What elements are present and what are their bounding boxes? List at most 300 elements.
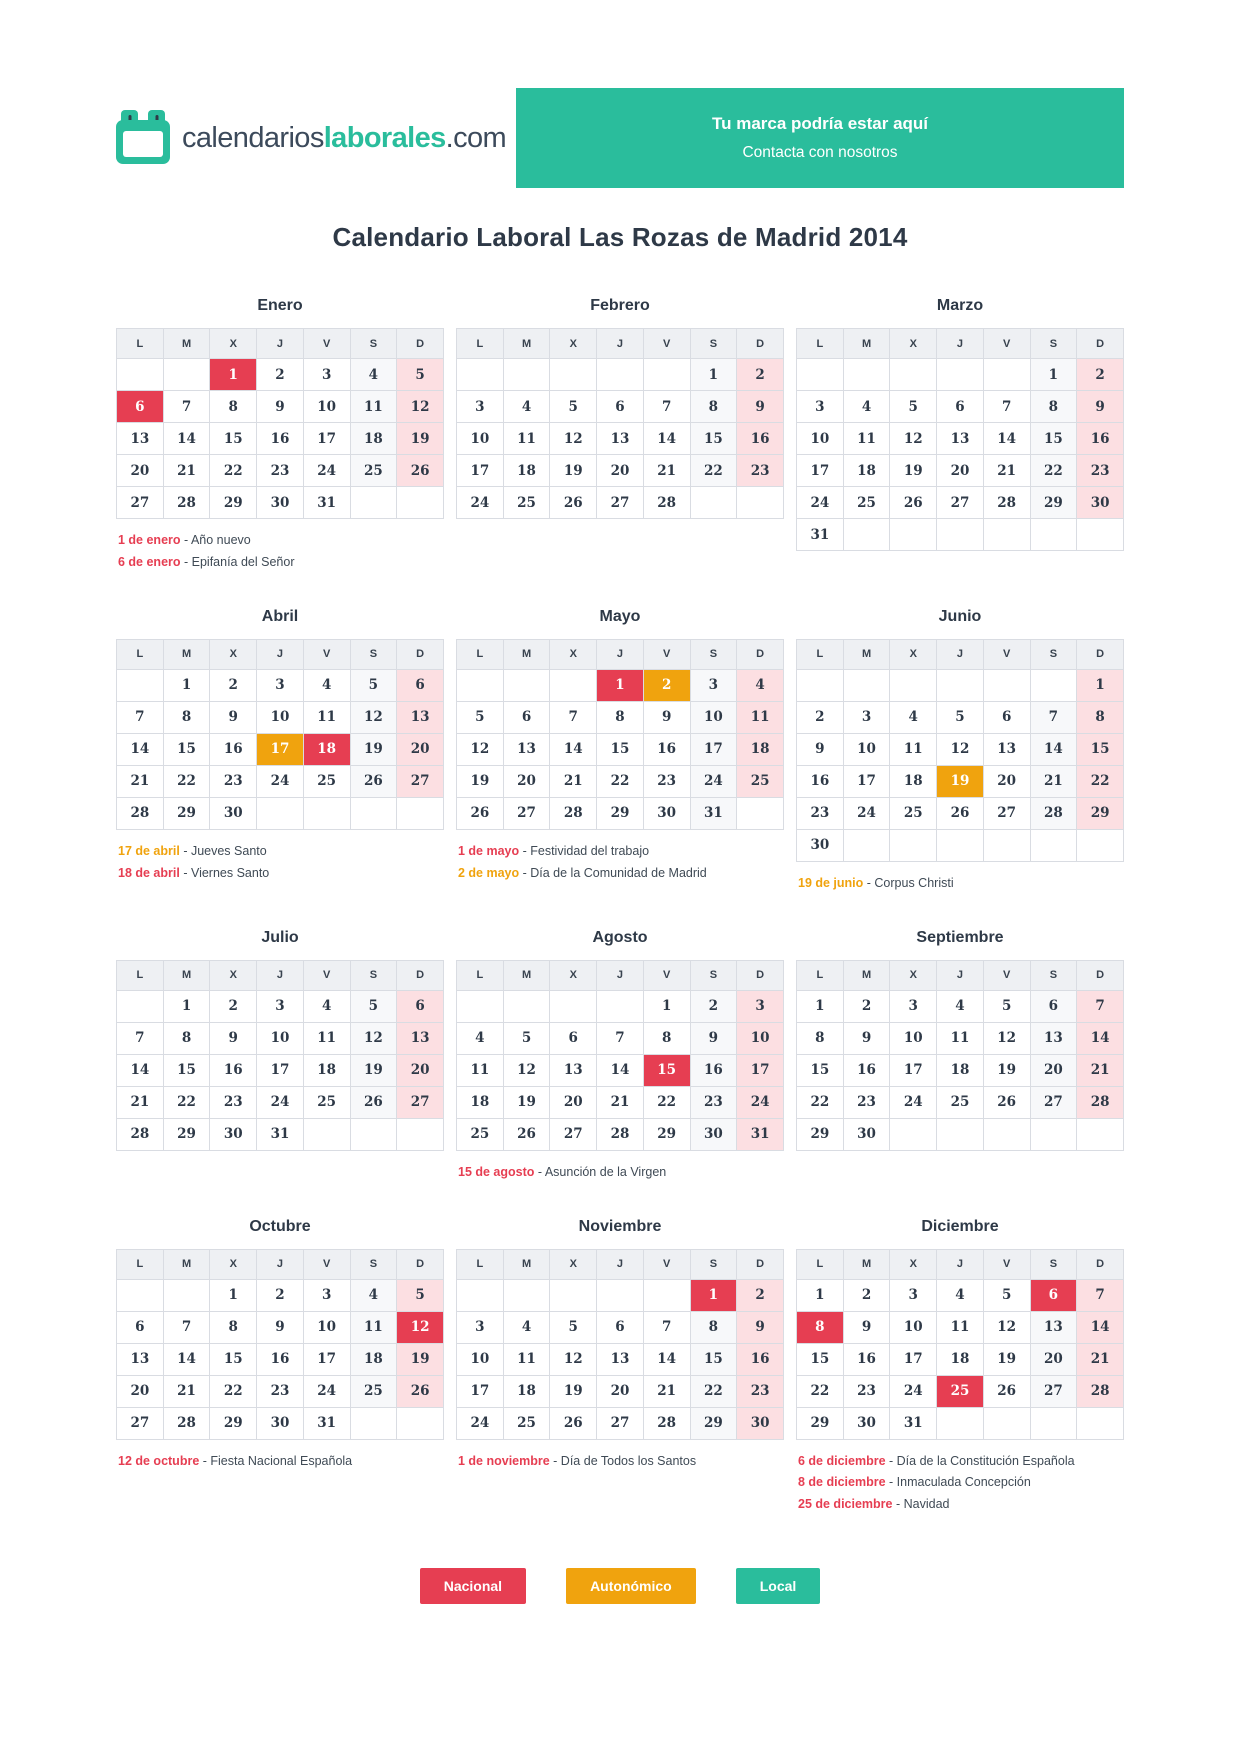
day-header: L (457, 1249, 504, 1279)
day-cell: 15 (163, 733, 210, 765)
day-cell: 7 (117, 701, 164, 733)
empty-cell (890, 669, 937, 701)
banner-contact-link[interactable]: Contacta con nosotros (742, 144, 898, 161)
day-cell: 16 (210, 1054, 257, 1086)
empty-cell (503, 359, 550, 391)
week-row (457, 1279, 784, 1311)
day-header: X (210, 1249, 257, 1279)
holiday-note-date: 15 de agosto (458, 1164, 535, 1179)
day-cell: 28 (163, 487, 210, 519)
empty-cell (350, 1118, 397, 1150)
empty-cell (797, 359, 844, 391)
day-cell: 11 (937, 1022, 984, 1054)
day-cell: 17 (890, 1343, 937, 1375)
week-row (797, 1054, 1124, 1086)
holiday-note-date: 1 de noviembre (458, 1453, 550, 1468)
day-cell: 28 (983, 487, 1030, 519)
day-cell: 18 (937, 1343, 984, 1375)
day-cell: 24 (457, 1407, 504, 1439)
day-header: J (937, 960, 984, 990)
week-row (457, 1375, 784, 1407)
month-title: Octubre (249, 1217, 311, 1235)
empty-cell (117, 1279, 164, 1311)
day-cell: 5 (890, 391, 937, 423)
day-cell: 10 (890, 1311, 937, 1343)
day-cell: 16 (210, 733, 257, 765)
day-cell: 19 (890, 455, 937, 487)
month-title: Abril (261, 607, 299, 625)
empty-cell (550, 669, 597, 701)
day-cell: 4 (937, 1279, 984, 1311)
month-noviembre (456, 1218, 784, 1473)
day-cell: 8 (690, 391, 737, 423)
day-cell: 18 (350, 1343, 397, 1375)
empty-cell (1030, 519, 1077, 551)
day-cell: 25 (303, 765, 350, 797)
day-cell: 23 (257, 455, 304, 487)
week-row (797, 1375, 1124, 1407)
week-row (797, 455, 1124, 487)
day-header: L (117, 639, 164, 669)
day-cell: 13 (1030, 1311, 1077, 1343)
month-title: Febrero (590, 297, 650, 314)
day-cell: 2 (1077, 359, 1124, 391)
calendar-logo-icon (116, 110, 172, 166)
day-cell: 23 (843, 1086, 890, 1118)
day-cell: 6 (597, 1311, 644, 1343)
day-cell: 17 (890, 1054, 937, 1086)
week-row (457, 669, 784, 701)
day-cell: 14 (163, 423, 210, 455)
day-cell: 18 (737, 733, 784, 765)
week-row (117, 1311, 444, 1343)
week-row (117, 1375, 444, 1407)
empty-cell (843, 669, 890, 701)
day-cell: 4 (937, 990, 984, 1022)
day-cell: 7 (1077, 990, 1124, 1022)
day-cell: 10 (890, 1022, 937, 1054)
day-cell: 3 (303, 359, 350, 391)
day-header: X (210, 329, 257, 359)
week-row (457, 1022, 784, 1054)
legend-autonomico-button[interactable]: Autonómico (566, 1568, 696, 1604)
week-row (117, 733, 444, 765)
day-cell: 1 (1030, 359, 1077, 391)
empty-cell (503, 669, 550, 701)
day-cell: 18 (303, 1054, 350, 1086)
day-header: D (737, 960, 784, 990)
holiday-note-date: 12 de octubre (118, 1453, 200, 1468)
day-cell: 18 (350, 423, 397, 455)
day-cell: 11 (350, 1311, 397, 1343)
day-cell: 23 (257, 1375, 304, 1407)
day-cell: 23 (843, 1375, 890, 1407)
day-cell: 24 (303, 1375, 350, 1407)
empty-cell (397, 1118, 444, 1150)
site-logo[interactable] (116, 110, 506, 166)
day-cell: 15 (690, 423, 737, 455)
holiday-notes (456, 1451, 784, 1473)
day-cell: 14 (643, 423, 690, 455)
day-cell: 12 (397, 391, 444, 423)
day-cell: 19 (350, 733, 397, 765)
day-cell: 25 (937, 1086, 984, 1118)
day-cell: 26 (397, 1375, 444, 1407)
day-cell: 16 (257, 1343, 304, 1375)
week-row (457, 391, 784, 423)
day-cell: 14 (117, 1054, 164, 1086)
day-cell: 29 (597, 797, 644, 829)
day-header: L (117, 960, 164, 990)
day-cell: 9 (843, 1311, 890, 1343)
holiday-note-date: 8 de diciembre (798, 1475, 886, 1490)
day-cell: 8 (1030, 391, 1077, 423)
day-cell: 23 (210, 1086, 257, 1118)
banner-headline: Tu marca podría estar aquí (711, 114, 929, 133)
day-header: J (937, 1249, 984, 1279)
week-row (117, 1118, 444, 1150)
empty-cell (843, 519, 890, 551)
holiday-note (798, 1451, 1124, 1473)
day-cell: 8 (210, 391, 257, 423)
day-cell: 22 (163, 765, 210, 797)
day-cell: 29 (163, 1118, 210, 1150)
day-cell: 27 (550, 1118, 597, 1150)
page-header (116, 88, 1124, 188)
empty-cell (457, 990, 504, 1022)
holiday-note-text: - Corpus Christi (863, 875, 954, 890)
day-cell: 8 (797, 1022, 844, 1054)
empty-cell (597, 359, 644, 391)
holiday-note-text: - Día de Todos los Santos (549, 1453, 697, 1468)
holiday-notes (796, 1451, 1124, 1517)
week-row (457, 487, 784, 519)
day-cell: 2 (843, 990, 890, 1022)
day-cell: 28 (117, 1118, 164, 1150)
day-cell: 4 (737, 669, 784, 701)
holiday-cell-autonomic: 19 (937, 765, 984, 797)
month-agosto (456, 929, 784, 1184)
day-cell: 18 (503, 455, 550, 487)
day-cell: 11 (457, 1054, 504, 1086)
day-cell: 16 (257, 423, 304, 455)
month-title: Agosto (592, 928, 648, 946)
holiday-note-date: 19 de junio (798, 875, 864, 890)
empty-cell (797, 669, 844, 701)
weekday-header-row (117, 960, 444, 990)
day-cell: 23 (690, 1086, 737, 1118)
holiday-note-date: 6 de diciembre (798, 1453, 886, 1468)
day-cell: 24 (257, 765, 304, 797)
month-abril (116, 608, 444, 885)
day-cell: 19 (550, 455, 597, 487)
day-cell: 21 (643, 1375, 690, 1407)
day-cell: 16 (643, 733, 690, 765)
holiday-cell-national: 18 (303, 733, 350, 765)
day-header: D (737, 329, 784, 359)
day-cell: 9 (843, 1022, 890, 1054)
day-cell: 20 (597, 1375, 644, 1407)
day-cell: 24 (843, 797, 890, 829)
day-cell: 22 (1030, 455, 1077, 487)
empty-cell (597, 1279, 644, 1311)
week-row (797, 1407, 1124, 1439)
day-header: X (210, 960, 257, 990)
day-cell: 5 (397, 1279, 444, 1311)
day-cell: 24 (257, 1086, 304, 1118)
month-title: Mayo (599, 607, 641, 625)
ad-banner[interactable] (516, 88, 1124, 188)
day-cell: 4 (503, 391, 550, 423)
day-cell: 7 (1077, 1279, 1124, 1311)
day-header: D (397, 960, 444, 990)
day-cell: 19 (457, 765, 504, 797)
day-cell: 14 (117, 733, 164, 765)
month-table (116, 1249, 444, 1440)
month-title: Enero (257, 297, 303, 314)
empty-cell (983, 1118, 1030, 1150)
day-cell: 11 (303, 701, 350, 733)
day-cell: 3 (257, 669, 304, 701)
week-row (797, 733, 1124, 765)
day-cell: 5 (350, 669, 397, 701)
day-cell: 30 (737, 1407, 784, 1439)
day-cell: 4 (457, 1022, 504, 1054)
weekday-header-row (797, 639, 1124, 669)
holiday-note (118, 552, 444, 574)
day-header: M (163, 1249, 210, 1279)
empty-cell (257, 797, 304, 829)
day-header: V (303, 1249, 350, 1279)
day-cell: 9 (797, 733, 844, 765)
day-cell: 20 (550, 1086, 597, 1118)
day-cell: 23 (737, 1375, 784, 1407)
day-cell: 22 (643, 1086, 690, 1118)
day-header: X (550, 329, 597, 359)
holiday-notes (116, 841, 444, 885)
holiday-note-text: - Jueves Santo (179, 843, 267, 858)
day-cell: 22 (210, 1375, 257, 1407)
day-cell: 20 (597, 455, 644, 487)
day-cell: 30 (1077, 487, 1124, 519)
day-header: S (690, 329, 737, 359)
day-cell: 29 (797, 1407, 844, 1439)
day-cell: 26 (350, 1086, 397, 1118)
month-title: Septiembre (916, 928, 1004, 946)
day-cell: 12 (983, 1022, 1030, 1054)
day-cell: 26 (983, 1086, 1030, 1118)
day-cell: 6 (503, 701, 550, 733)
empty-cell (597, 990, 644, 1022)
day-cell: 19 (397, 1343, 444, 1375)
legend-nacional-button[interactable]: Nacional (420, 1568, 526, 1604)
month-table (456, 1249, 784, 1440)
week-row (797, 1118, 1124, 1150)
day-cell: 2 (210, 990, 257, 1022)
day-cell: 3 (257, 990, 304, 1022)
day-cell: 13 (597, 1343, 644, 1375)
day-cell: 13 (397, 1022, 444, 1054)
day-cell: 13 (117, 423, 164, 455)
day-cell: 25 (890, 797, 937, 829)
day-cell: 3 (303, 1279, 350, 1311)
day-cell: 28 (643, 487, 690, 519)
day-header: J (257, 1249, 304, 1279)
legend (116, 1568, 1124, 1604)
day-cell: 20 (117, 1375, 164, 1407)
day-cell: 30 (210, 1118, 257, 1150)
day-cell: 17 (303, 1343, 350, 1375)
week-row (797, 669, 1124, 701)
empty-cell (643, 1279, 690, 1311)
week-row (117, 765, 444, 797)
week-row (457, 455, 784, 487)
day-cell: 11 (350, 391, 397, 423)
day-cell: 24 (690, 765, 737, 797)
day-cell: 13 (117, 1343, 164, 1375)
day-cell: 21 (643, 455, 690, 487)
logo-text (182, 122, 506, 155)
holiday-note (118, 863, 444, 885)
day-cell: 27 (983, 797, 1030, 829)
day-cell: 14 (1077, 1311, 1124, 1343)
day-cell: 30 (843, 1118, 890, 1150)
week-row (117, 990, 444, 1022)
empty-cell (1030, 1118, 1077, 1150)
day-cell: 20 (117, 455, 164, 487)
day-cell: 20 (983, 765, 1030, 797)
day-cell: 26 (550, 487, 597, 519)
day-header: S (1030, 960, 1077, 990)
holiday-note (458, 841, 784, 863)
day-cell: 16 (737, 423, 784, 455)
day-cell: 4 (303, 669, 350, 701)
day-cell: 28 (1077, 1086, 1124, 1118)
day-cell: 17 (457, 455, 504, 487)
day-cell: 25 (457, 1118, 504, 1150)
day-cell: 7 (643, 1311, 690, 1343)
empty-cell (937, 519, 984, 551)
day-cell: 10 (257, 701, 304, 733)
month-table (456, 328, 784, 519)
day-cell: 15 (163, 1054, 210, 1086)
day-cell: 15 (690, 1343, 737, 1375)
day-cell: 12 (350, 701, 397, 733)
day-cell: 6 (597, 391, 644, 423)
day-cell: 24 (303, 455, 350, 487)
month-septiembre (796, 929, 1124, 1151)
day-cell: 7 (597, 1022, 644, 1054)
holiday-note-text: - Día de la Constitución Española (885, 1453, 1075, 1468)
empty-cell (1030, 829, 1077, 861)
day-cell: 28 (117, 797, 164, 829)
day-cell: 9 (737, 391, 784, 423)
day-cell: 22 (690, 455, 737, 487)
day-cell: 17 (843, 765, 890, 797)
day-cell: 7 (163, 391, 210, 423)
day-cell: 31 (303, 487, 350, 519)
day-header: V (303, 639, 350, 669)
day-cell: 14 (643, 1343, 690, 1375)
month-diciembre (796, 1218, 1124, 1517)
week-row (797, 1086, 1124, 1118)
day-cell: 31 (797, 519, 844, 551)
day-cell: 8 (597, 701, 644, 733)
day-cell: 21 (1030, 765, 1077, 797)
day-cell: 27 (597, 1407, 644, 1439)
day-header: S (690, 960, 737, 990)
week-row (797, 423, 1124, 455)
empty-cell (117, 359, 164, 391)
holiday-note-date: 1 de enero (118, 533, 181, 547)
day-cell: 9 (210, 701, 257, 733)
week-row (457, 1118, 784, 1150)
week-row (797, 1311, 1124, 1343)
holiday-notes (456, 1162, 784, 1184)
week-row (457, 701, 784, 733)
day-cell: 1 (797, 990, 844, 1022)
day-cell: 12 (890, 423, 937, 455)
day-cell: 25 (350, 1375, 397, 1407)
week-row (457, 1054, 784, 1086)
week-row (117, 487, 444, 519)
holiday-note-text: - Año nuevo (180, 533, 251, 547)
week-row (457, 1407, 784, 1439)
day-cell: 22 (210, 455, 257, 487)
day-cell: 30 (843, 1407, 890, 1439)
day-cell: 12 (550, 423, 597, 455)
day-cell: 13 (597, 423, 644, 455)
day-header: L (457, 329, 504, 359)
holiday-note-text: - Asunción de la Virgen (534, 1164, 667, 1179)
page-title: Calendario Laboral Las Rozas de Madrid 2014 (332, 222, 908, 252)
day-cell: 24 (890, 1375, 937, 1407)
day-cell: 4 (350, 1279, 397, 1311)
day-cell: 26 (350, 765, 397, 797)
weekday-header-row (117, 329, 444, 359)
empty-cell (457, 359, 504, 391)
day-cell: 5 (397, 359, 444, 391)
day-cell: 15 (1030, 423, 1077, 455)
weekday-header-row (797, 329, 1124, 359)
day-cell: 1 (1077, 669, 1124, 701)
day-cell: 23 (797, 797, 844, 829)
week-row (797, 487, 1124, 519)
day-cell: 5 (550, 1311, 597, 1343)
day-cell: 16 (843, 1343, 890, 1375)
day-cell: 16 (737, 1343, 784, 1375)
empty-cell (937, 669, 984, 701)
week-row (797, 1343, 1124, 1375)
day-cell: 30 (690, 1118, 737, 1150)
day-cell: 24 (890, 1086, 937, 1118)
day-cell: 29 (1030, 487, 1077, 519)
day-cell: 22 (690, 1375, 737, 1407)
legend-local-button[interactable]: Local (736, 1568, 821, 1604)
empty-cell (550, 990, 597, 1022)
day-cell: 29 (797, 1118, 844, 1150)
day-cell: 14 (1077, 1022, 1124, 1054)
day-cell: 6 (983, 701, 1030, 733)
holiday-notes (116, 1451, 444, 1473)
holiday-notes (456, 841, 784, 885)
day-header: S (350, 960, 397, 990)
day-cell: 2 (737, 1279, 784, 1311)
day-cell: 16 (690, 1054, 737, 1086)
holiday-note-text: - Inmaculada Concepción (885, 1475, 1031, 1490)
month-table (456, 960, 784, 1151)
day-header: S (1030, 1249, 1077, 1279)
